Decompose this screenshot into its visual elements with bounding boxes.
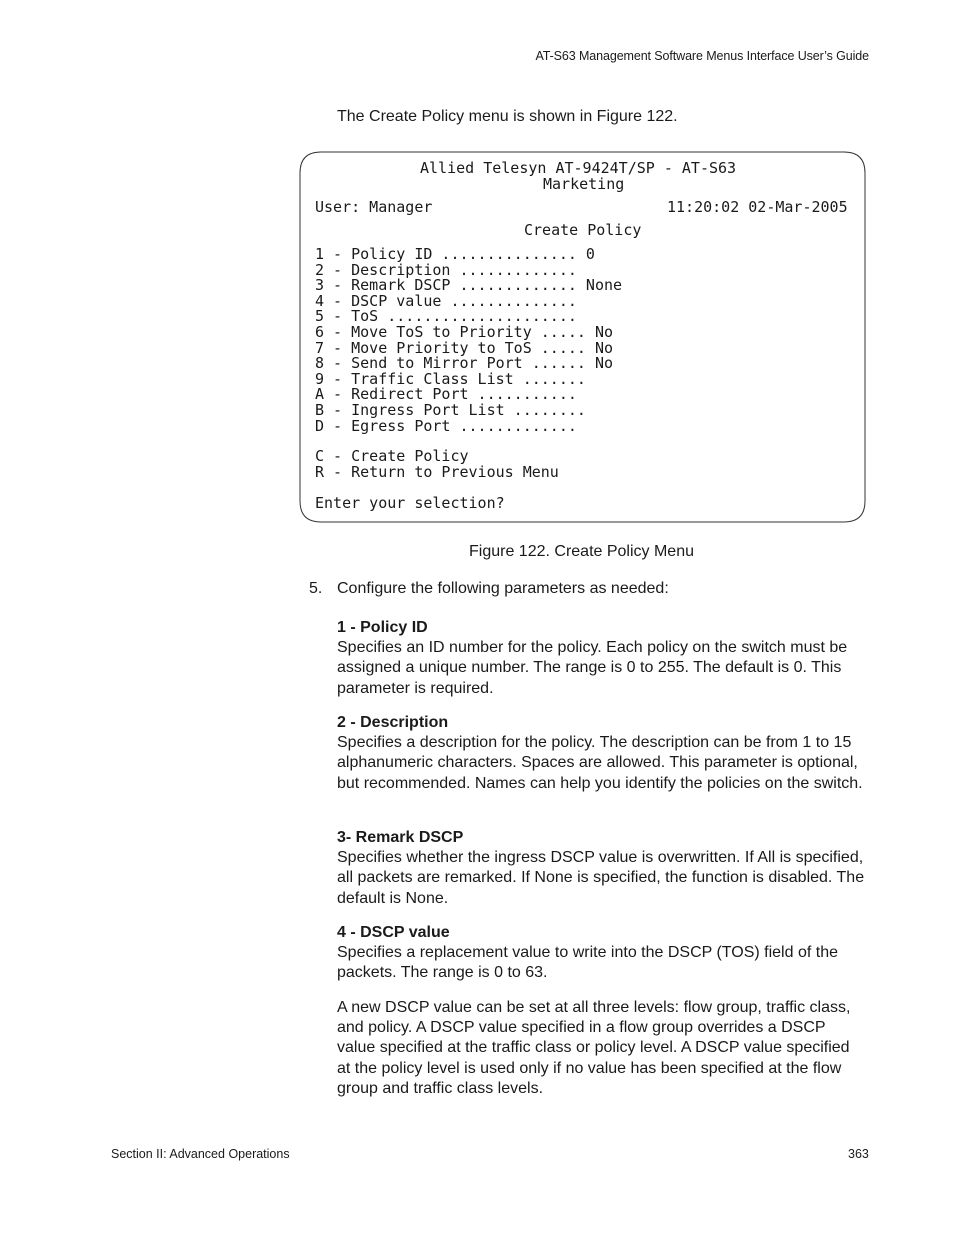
menu-item-egress-port: D - Egress Port ............. <box>315 416 577 435</box>
menu-item-description: 2 - Description ............. <box>315 260 577 279</box>
menu-item-mirror-port: 8 - Send to Mirror Port ...... No <box>315 354 614 373</box>
screen-user: User: Manager <box>315 198 433 216</box>
step-5 <box>309 580 669 598</box>
figure-caption: Figure 122. Create Policy Menu <box>469 543 694 560</box>
screen-line2: Marketing <box>543 175 625 193</box>
param-title: 2 - Description <box>337 714 449 731</box>
menu-item-move-tos: 6 - Move ToS to Priority ..... No <box>315 322 614 341</box>
menu-item-tos: 5 - ToS ..................... <box>315 307 577 326</box>
menu-item-ingress-port: B - Ingress Port List ........ <box>315 400 586 419</box>
param-title: 3- Remark DSCP <box>337 829 464 846</box>
screen-datetime: 11:20:02 02-Mar-2005 <box>667 198 848 216</box>
screen-menu-items <box>315 247 622 434</box>
param-body: Specifies a description for the policy. The description can be from 1 to 15 alphanumeric characters. Spaces are allowed. This parameter is optional, but recommended. Names can help you identify the policies on the switch. <box>337 734 863 792</box>
running-header: AT-S63 Management Software Menus Interface User’s Guide <box>535 49 869 63</box>
screen-line1: Allied Telesyn AT-9424T/SP - AT-S63 <box>420 159 737 177</box>
param-body: Specifies an ID number for the policy. Each policy on the switch must be assigned a unique number. The range is 0 to 255. The default is 0. This parameter is required. <box>337 639 848 697</box>
param-body: Specifies whether the ingress DSCP value is overwritten. If All is specified, all packets are remarked. If None is specified, the function is disabled. The default is None. <box>337 849 865 907</box>
dscp-levels-paragraph: A new DSCP value can be set at all three levels: flow group, traffic class, and policy. A DSCP value specified in a flow group overrides a DSCP value specified at the traffic class or policy level. A DSCP value specified at the policy level is used only if no value has been specified at the flow group and traffic class levels. <box>337 999 851 1097</box>
param-title: 1 - Policy ID <box>337 619 428 636</box>
menu-item-redirect-port: A - Redirect Port ........... <box>315 385 577 404</box>
menu-action-return: R - Return to Previous Menu <box>315 463 559 481</box>
menu-item-move-priority: 7 - Move Priority to ToS ..... No <box>315 338 614 357</box>
menu-action-create: C - Create Policy <box>315 447 469 465</box>
page-number: 363 <box>848 1147 869 1161</box>
param-title: 4 - DSCP value <box>337 924 450 941</box>
intro-text: The Create Policy menu is shown in Figure 122. <box>337 108 678 125</box>
step-text: Configure the following parameters as needed: <box>337 580 669 597</box>
screen-prompt: Enter your selection? <box>315 494 505 512</box>
footer-section: Section II: Advanced Operations <box>111 1147 290 1161</box>
menu-item-dscp-value: 4 - DSCP value .............. <box>315 291 577 310</box>
param-remark-dscp <box>337 828 867 909</box>
param-policy-id <box>337 618 867 699</box>
menu-item-policy-id: 1 - Policy ID ............... 0 <box>315 245 595 263</box>
param-body: Specifies a replacement value to write into the DSCP (TOS) field of the packets. The range is 0 to 63. <box>337 944 838 982</box>
screen-menu-title: Create Policy <box>524 221 642 239</box>
step-number: 5. <box>309 580 323 597</box>
param-description <box>337 713 867 794</box>
param-dscp-value <box>337 923 867 984</box>
menu-item-traffic-class: 9 - Traffic Class List ....... <box>315 369 586 388</box>
menu-item-remark-dscp: 3 - Remark DSCP ............. None <box>315 276 623 295</box>
